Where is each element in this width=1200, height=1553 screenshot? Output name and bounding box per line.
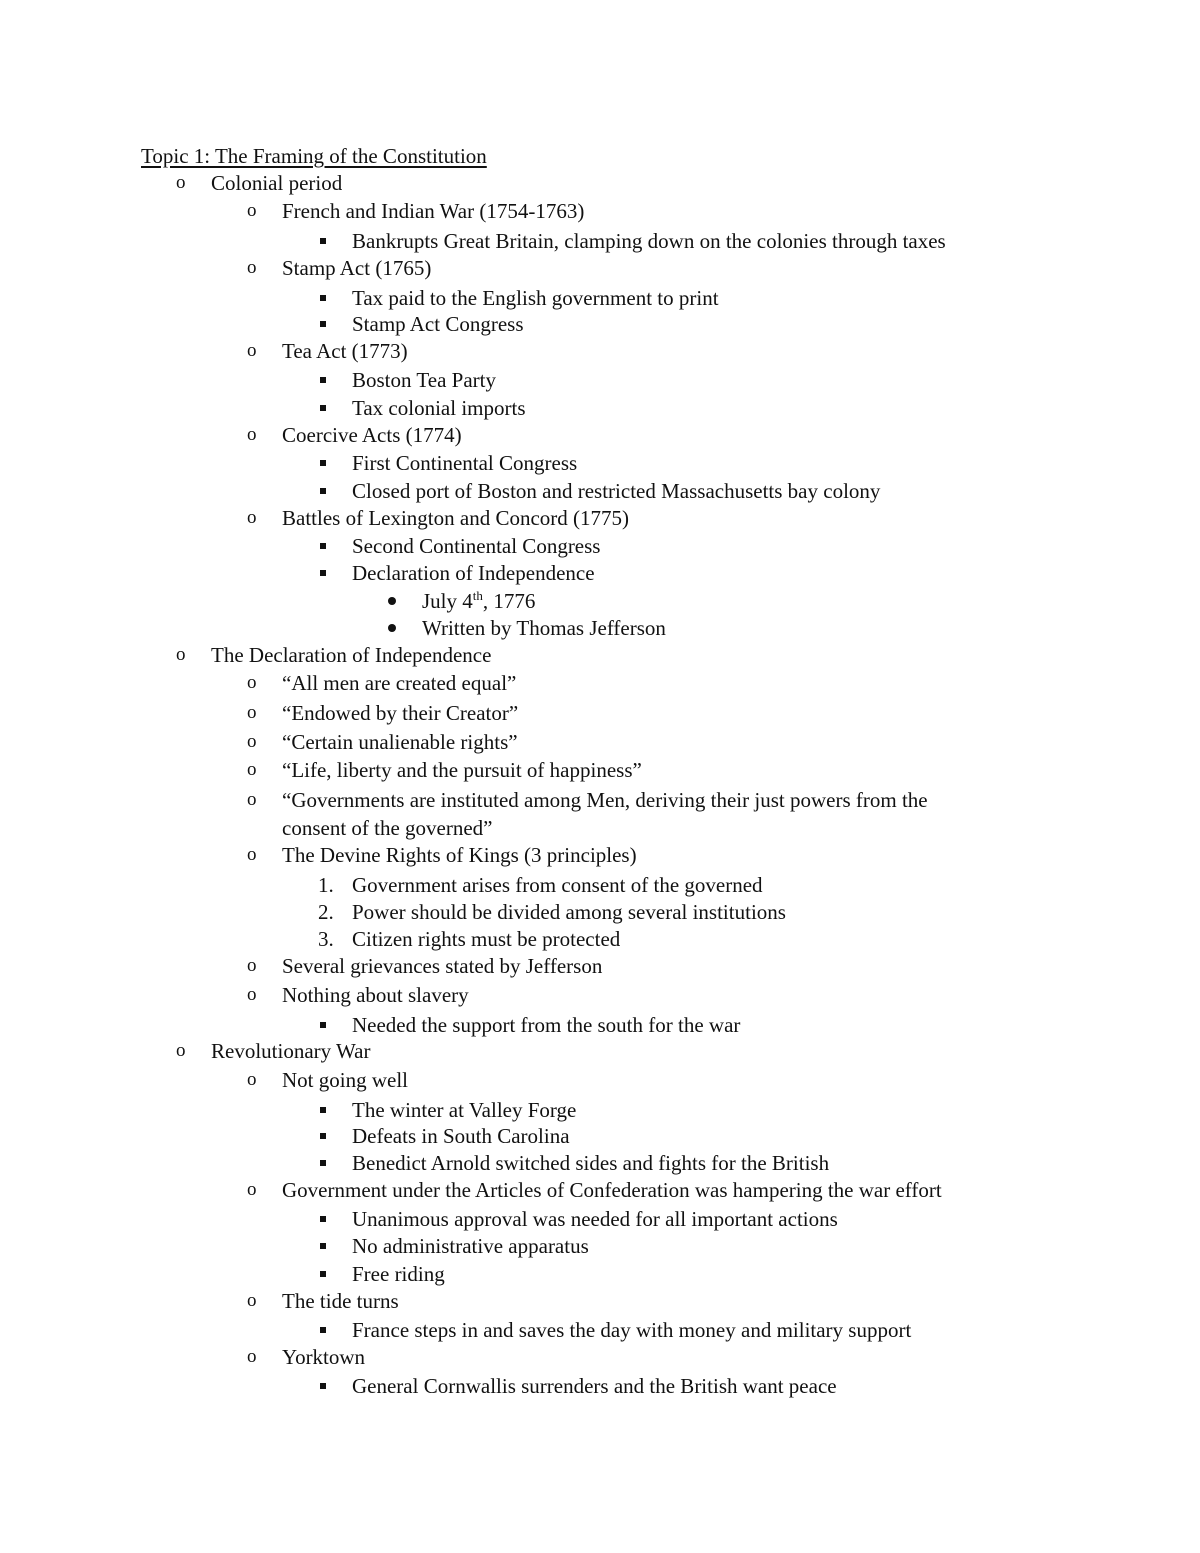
- square-bullet-icon: [320, 1133, 326, 1139]
- hollow-bullet-icon: o: [247, 789, 257, 810]
- list-item-text: [352, 1233, 589, 1259]
- list-item-label: France steps in and saves the day with money and military support: [352, 1318, 912, 1342]
- list-item-text: [352, 872, 763, 898]
- list-item-text: [352, 395, 526, 421]
- list-item-text: [282, 255, 431, 281]
- hollow-bullet-icon: o: [247, 759, 257, 780]
- list-item-label: Colonial period: [211, 171, 343, 195]
- list-item-label: Coercive Acts (1774): [282, 423, 462, 447]
- list-item-text: [352, 1373, 837, 1399]
- list-item-label: Citizen rights must be protected: [352, 927, 621, 951]
- square-bullet-icon: [320, 377, 326, 383]
- list-item-label: Second Continental Congress: [352, 534, 601, 558]
- square-bullet-icon: [320, 1383, 326, 1389]
- list-number: 3.: [318, 927, 334, 951]
- list-item-text: [282, 338, 408, 364]
- hollow-bullet-icon: o: [176, 644, 186, 665]
- list-item-label: Stamp Act (1765): [282, 256, 432, 280]
- list-item-text: [352, 1123, 570, 1149]
- hollow-bullet-icon: o: [247, 844, 257, 865]
- list-item-text: [211, 1038, 370, 1064]
- list-item-label: The Declaration of Independence: [211, 643, 492, 667]
- list-item-label: Declaration of Independence: [352, 561, 595, 585]
- list-item-label: “Governments are instituted among Men, deriving their just powers from the: [282, 788, 928, 812]
- square-bullet-icon: [320, 1022, 326, 1028]
- list-item-label: The winter at Valley Forge: [352, 1098, 577, 1122]
- list-item-text: [352, 311, 524, 337]
- list-item-text: [211, 642, 491, 668]
- list-item-text: [352, 560, 595, 586]
- hollow-bullet-icon: o: [176, 1040, 186, 1061]
- square-bullet-icon: [320, 238, 326, 244]
- square-bullet-icon: [320, 488, 326, 494]
- list-item-label: “Endowed by their Creator”: [282, 701, 519, 725]
- list-item-label: consent of the governed”: [282, 816, 493, 840]
- list-item-label: Needed the support from the south for the war: [352, 1013, 741, 1037]
- list-item-label: Stamp Act Congress: [352, 312, 524, 336]
- list-item-text: [282, 1177, 942, 1203]
- hollow-bullet-icon: o: [247, 984, 257, 1005]
- list-item-label: No administrative apparatus: [352, 1234, 589, 1258]
- hollow-bullet-icon: o: [247, 1069, 257, 1090]
- list-item-label: “All men are created equal”: [282, 671, 517, 695]
- list-item-text: [422, 588, 535, 614]
- list-item-label: Nothing about slavery: [282, 983, 469, 1007]
- hollow-bullet-icon: o: [247, 1290, 257, 1311]
- list-item-text: [282, 787, 928, 813]
- list-number: 1.: [318, 873, 334, 897]
- filled-bullet-icon: [388, 624, 396, 632]
- document-title: Topic 1: The Framing of the Constitution: [141, 144, 487, 168]
- list-item-label: “Certain unalienable rights”: [282, 730, 518, 754]
- list-item-label: Battles of Lexington and Concord (1775): [282, 506, 630, 530]
- list-item-text: [352, 478, 880, 504]
- list-item-text: [352, 450, 577, 476]
- hollow-bullet-icon: o: [247, 1346, 257, 1367]
- list-item-label: Not going well: [282, 1068, 408, 1092]
- hollow-bullet-icon: o: [247, 507, 257, 528]
- list-item-text: [282, 729, 518, 755]
- square-bullet-icon: [320, 405, 326, 411]
- hollow-bullet-icon: o: [247, 955, 257, 976]
- list-item-label: Defeats in South Carolina: [352, 1124, 570, 1148]
- list-item-label: Free riding: [352, 1262, 445, 1286]
- list-item-label: Tax paid to the English government to print: [352, 286, 719, 310]
- square-bullet-icon: [320, 1243, 326, 1249]
- square-bullet-icon: [320, 295, 326, 301]
- hollow-bullet-icon: o: [247, 424, 257, 445]
- list-item-text: [352, 228, 946, 254]
- list-item-text: [282, 422, 462, 448]
- list-item-label: Power should be divided among several institutions: [352, 900, 786, 924]
- list-item-text: [352, 1150, 829, 1176]
- square-bullet-icon: [320, 460, 326, 466]
- list-item-label: French and Indian War (1754-1763): [282, 199, 585, 223]
- hollow-bullet-icon: o: [247, 340, 257, 361]
- list-item-text: [282, 1067, 408, 1093]
- list-item-text: [352, 1206, 838, 1232]
- list-item-label: The tide turns: [282, 1289, 399, 1313]
- hollow-bullet-icon: o: [247, 257, 257, 278]
- list-item-text: [282, 700, 518, 726]
- list-item-label: July 4: [422, 589, 473, 613]
- hollow-bullet-icon: o: [247, 672, 257, 693]
- list-item-text: [352, 926, 620, 952]
- square-bullet-icon: [320, 1327, 326, 1333]
- ordinal-suffix: th: [472, 588, 483, 603]
- list-item-text: [352, 533, 600, 559]
- list-item-label: The Devine Rights of Kings (3 principles): [282, 843, 637, 867]
- list-item-text: [282, 1344, 365, 1370]
- list-number: 2.: [318, 900, 334, 924]
- list-item-label: Tax colonial imports: [352, 396, 526, 420]
- list-item-label: Boston Tea Party: [352, 368, 496, 392]
- square-bullet-icon: [320, 1160, 326, 1166]
- hollow-bullet-icon: o: [247, 200, 257, 221]
- list-item-text: [352, 1012, 740, 1038]
- list-item-text: [422, 615, 666, 641]
- list-item-label: General Cornwallis surrenders and the British want peace: [352, 1374, 837, 1398]
- square-bullet-icon: [320, 1216, 326, 1222]
- list-item-text: [352, 1317, 911, 1343]
- square-bullet-icon: [320, 1107, 326, 1113]
- list-item-label: Closed port of Boston and restricted Massachusetts bay colony: [352, 479, 881, 503]
- square-bullet-icon: [320, 321, 326, 327]
- list-item-text: [282, 982, 469, 1008]
- list-item-text: [352, 1097, 576, 1123]
- list-item-label: Government under the Articles of Confederation was hampering the war effort: [282, 1178, 942, 1202]
- list-item-label: “Life, liberty and the pursuit of happiness”: [282, 758, 642, 782]
- list-item-text: [282, 198, 584, 224]
- square-bullet-icon: [320, 1271, 326, 1277]
- list-item-label: Several grievances stated by Jefferson: [282, 954, 603, 978]
- list-item-label: Bankrupts Great Britain, clamping down on the colonies through taxes: [352, 229, 946, 253]
- list-item-text: [211, 170, 342, 196]
- square-bullet-icon: [320, 543, 326, 549]
- filled-bullet-icon: [388, 597, 396, 605]
- list-item-label: Revolutionary War: [211, 1039, 371, 1063]
- hollow-bullet-icon: o: [247, 731, 257, 752]
- list-item-text: [282, 757, 642, 783]
- list-item-label: Unanimous approval was needed for all important actions: [352, 1207, 838, 1231]
- hollow-bullet-icon: o: [176, 172, 186, 193]
- list-item-label: First Continental Congress: [352, 451, 578, 475]
- list-item-suffix: , 1776: [482, 589, 536, 613]
- list-item-text: [352, 1261, 445, 1287]
- list-item-text: [352, 367, 496, 393]
- list-item-text: [282, 815, 493, 841]
- list-item-label: Tea Act (1773): [282, 339, 408, 363]
- list-item-label: Benedict Arnold switched sides and fights for the British: [352, 1151, 830, 1175]
- list-item-label: Government arises from consent of the governed: [352, 873, 763, 897]
- list-item-text: [282, 842, 637, 868]
- list-item-text: [282, 1288, 399, 1314]
- list-item-text: [282, 505, 629, 531]
- list-item-label: Yorktown: [282, 1345, 366, 1369]
- hollow-bullet-icon: o: [247, 702, 257, 723]
- list-item-label: Written by Thomas Jefferson: [422, 616, 666, 640]
- hollow-bullet-icon: o: [247, 1179, 257, 1200]
- list-item-text: [352, 899, 786, 925]
- list-item-text: [282, 670, 516, 696]
- list-item-text: [352, 285, 719, 311]
- square-bullet-icon: [320, 570, 326, 576]
- list-item-text: [282, 953, 602, 979]
